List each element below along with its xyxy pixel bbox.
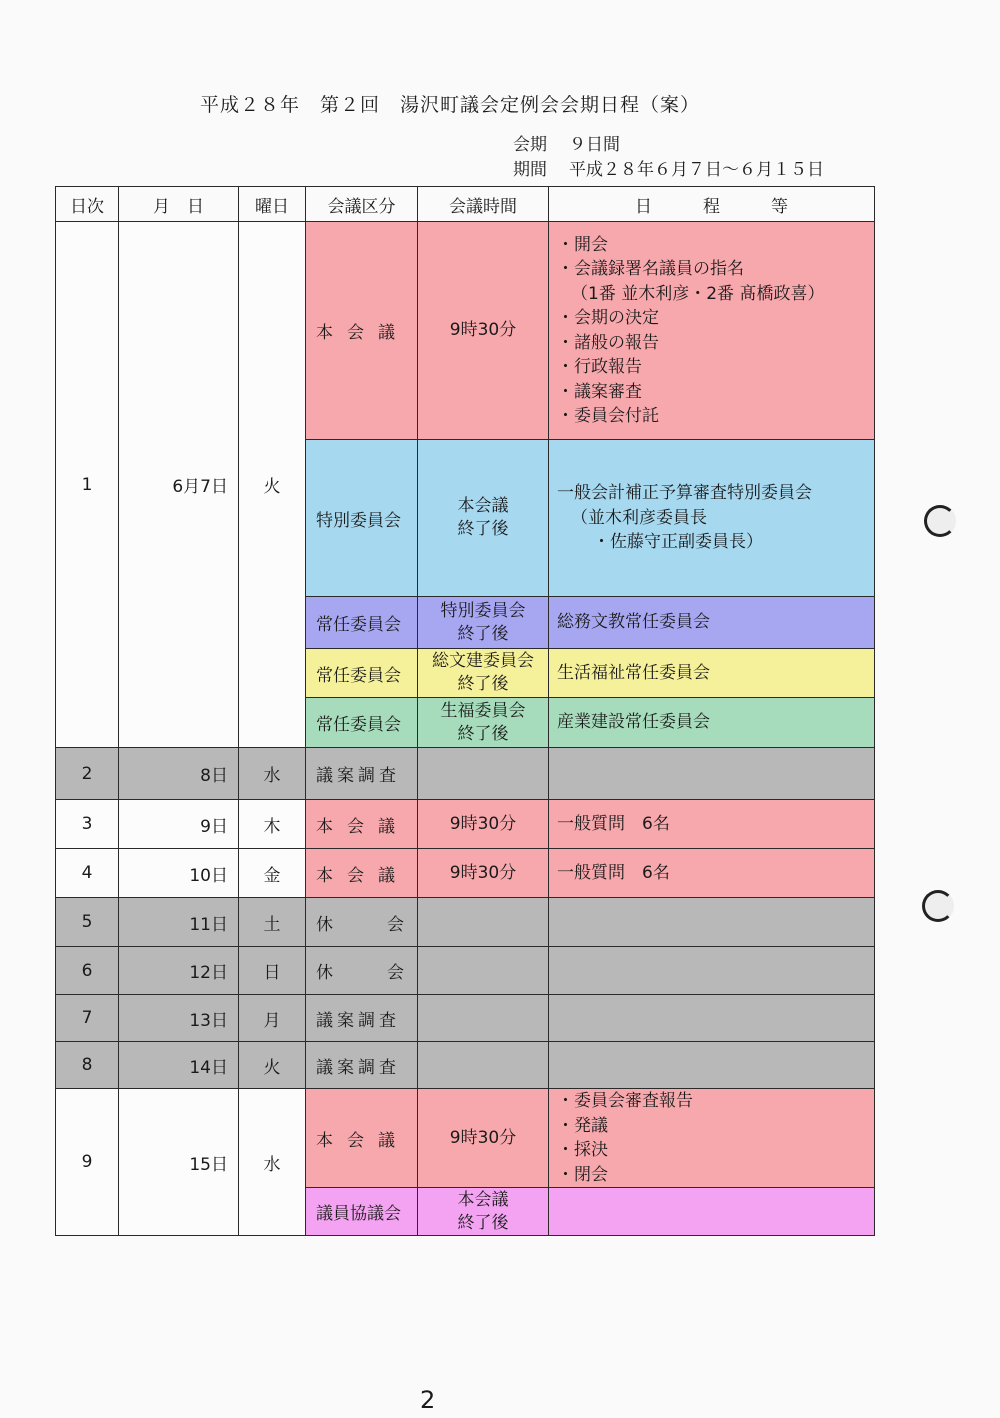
schedule-cell [549,1188,875,1236]
header-time: 会議時間 [418,187,549,222]
schedule-cell: 産業建設常任委員会 [549,698,875,748]
schedule-table [55,186,875,1236]
date-cell: 8日 [119,748,239,800]
day-cell: 1 [56,222,119,748]
weekday-cell: 火 [239,222,306,748]
table-row [56,800,875,849]
time-line: 終了後 [457,519,509,539]
schedule-cell [549,748,875,800]
time-cell [418,698,549,748]
document-title: 平成２８年 第２回 湯沢町議会定例会会期日程（案） [200,94,701,116]
time-cell: 9時30分 [418,222,549,440]
period-value: 平成２８年６月７日～６月１５日 [569,160,824,180]
schedule-item: ・採決 [557,1140,608,1160]
schedule-cell: 一般質問 6名 [549,800,875,849]
schedule-item: ・開会 [557,234,608,255]
weekday-cell: 金 [239,849,306,898]
time-cell [418,440,549,597]
kind-cell: 議案調査 [306,995,418,1042]
schedule-cell [549,222,875,440]
day-cell: 7 [56,995,119,1042]
weekday-cell: 水 [239,1089,306,1236]
time-line: 終了後 [457,1212,509,1233]
day-cell: 5 [56,898,119,947]
schedule-cell [549,947,875,995]
table-row [56,222,875,440]
time-line: 本会議 [457,1189,509,1210]
punch-hole-mark [924,505,956,537]
date-cell: 9日 [119,800,239,849]
table-header-row [56,187,875,222]
time-line: 本会議 [457,496,509,516]
schedule-cell: 一般質問 6名 [549,849,875,898]
time-line: 生福委員会 [440,700,526,721]
period-line [513,155,873,180]
schedule-item: ・会期の決定 [557,308,659,328]
kind-cell: 本会議 [306,222,418,440]
day-cell: 6 [56,947,119,995]
time-cell [418,649,549,698]
term-value: ９日間 [569,135,620,155]
period-label: 期間 [513,160,547,180]
schedule-cell [549,1042,875,1089]
table-row [56,1089,875,1188]
date-cell: 10日 [119,849,239,898]
date-cell: 15日 [119,1089,239,1236]
table-row [56,849,875,898]
header-kind: 会議区分 [306,187,418,222]
schedule-item: ・会議録署名議員の指名 [557,259,744,279]
table-row [56,898,875,947]
table-row [56,947,875,995]
schedule-item: ・議案審査 [557,381,642,402]
time-cell: 9時30分 [418,1089,549,1188]
table-row [56,1042,875,1089]
schedule-cell [549,995,875,1042]
schedule-item: （1番 並木利彦・2番 髙橋政喜） [571,283,825,304]
kind-cell: 常任委員会 [306,649,418,698]
time-cell [418,1042,549,1089]
schedule-item: ・委員会審査報告 [557,1091,693,1111]
schedule-item: ・発議 [557,1115,608,1136]
time-cell: 9時30分 [418,800,549,849]
schedule-item: ・閉会 [557,1164,608,1185]
time-cell [418,995,549,1042]
schedule-cell: 生活福祉常任委員会 [549,649,875,698]
time-cell [418,1188,549,1236]
header-date: 月 日 [119,187,239,222]
time-line: 総文建委員会 [432,651,534,671]
time-line: 終了後 [457,674,509,694]
kind-cell: 特別委員会 [306,440,418,597]
schedule-item: （並木利彦委員長 [571,507,707,528]
weekday-cell: 木 [239,800,306,849]
weekday-cell: 月 [239,995,306,1042]
day-cell: 9 [56,1089,119,1236]
header-schedule: 日 程 等 [549,187,875,222]
kind-cell: 本会議 [306,849,418,898]
schedule-cell [549,1089,875,1188]
kind-cell: 議案調査 [306,1042,418,1089]
time-cell [418,748,549,800]
kind-cell: 常任委員会 [306,698,418,748]
schedule-item: ・行政報告 [557,357,642,377]
weekday-cell: 水 [239,748,306,800]
kind-cell: 議案調査 [306,748,418,800]
weekday-cell: 土 [239,898,306,947]
kind-cell: 本会議 [306,1089,418,1188]
kind-cell: 休会 [306,947,418,995]
day-cell: 2 [56,748,119,800]
time-line: 終了後 [457,723,509,744]
date-cell: 6月7日 [119,222,239,748]
day-cell: 4 [56,849,119,898]
punch-hole-mark [922,890,954,922]
term-label: 会期 [513,135,547,155]
day-cell: 3 [56,800,119,849]
date-cell: 13日 [119,995,239,1042]
time-cell [418,597,549,649]
table-row [56,748,875,800]
date-cell: 14日 [119,1042,239,1089]
schedule-item: 一般会計補正予算審査特別委員会 [557,483,812,504]
time-line: 特別委員会 [440,600,526,621]
date-cell: 12日 [119,947,239,995]
kind-cell: 本会議 [306,800,418,849]
day-cell: 8 [56,1042,119,1089]
time-cell: 9時30分 [418,849,549,898]
page-number: 2 [420,1386,436,1414]
weekday-cell: 日 [239,947,306,995]
term-line [513,130,873,155]
kind-cell: 休会 [306,898,418,947]
table-row [56,995,875,1042]
date-cell: 11日 [119,898,239,947]
schedule-cell [549,898,875,947]
schedule-item: ・諸般の報告 [557,332,659,353]
schedule-item: ・佐藤守正副委員長） [593,532,763,553]
weekday-cell: 火 [239,1042,306,1089]
schedule-cell [549,440,875,597]
kind-cell: 議員協議会 [306,1188,418,1236]
header-day: 日次 [56,187,119,222]
kind-cell: 常任委員会 [306,597,418,649]
schedule-item: ・委員会付託 [557,406,659,426]
time-line: 終了後 [457,623,509,644]
schedule-cell: 総務文教常任委員会 [549,597,875,649]
header-weekday: 曜日 [239,187,306,222]
